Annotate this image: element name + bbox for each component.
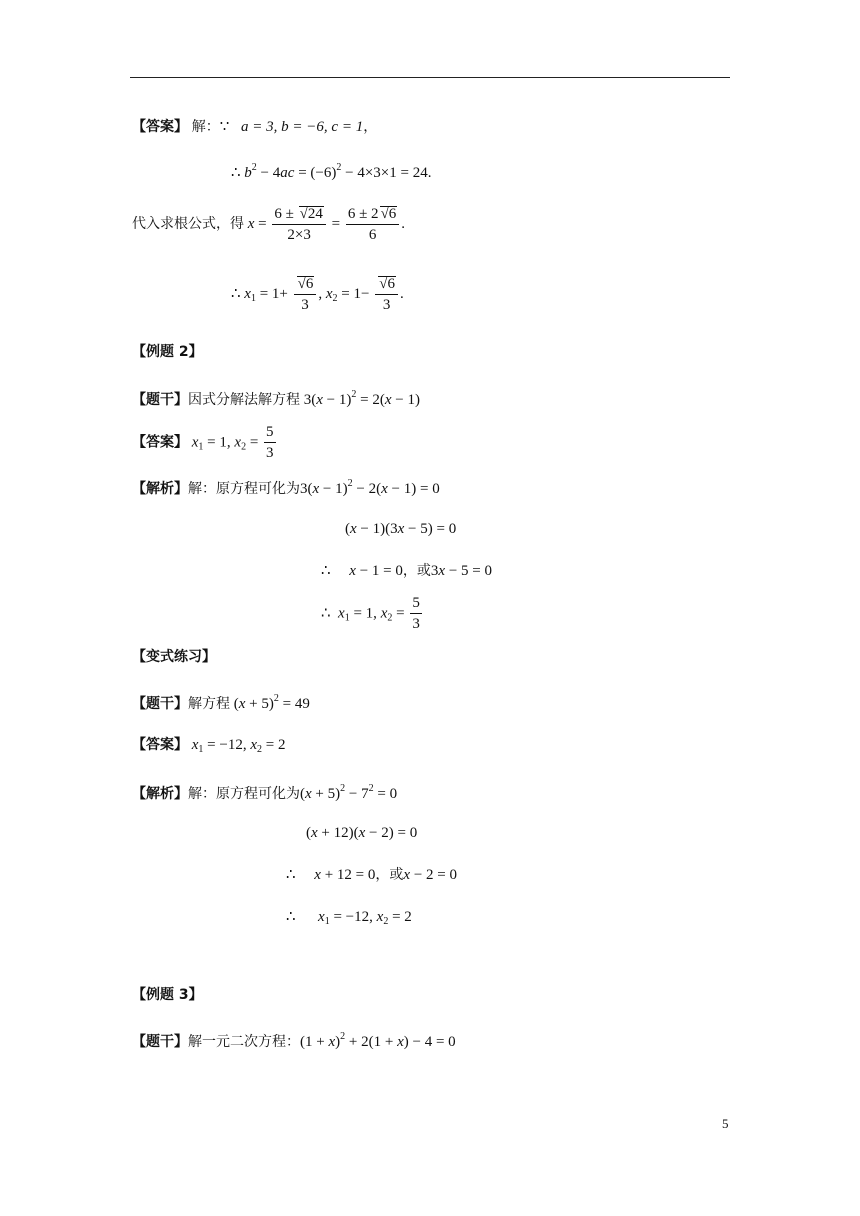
answer-tag: 【答案】 (132, 119, 188, 135)
variant-analysis: 【解析】解：原方程可化为$(x + 5)^2 - 7^2 = 0$ (132, 783, 398, 802)
page-number: 5 (722, 1116, 729, 1131)
example3-heading: 【例题 3】 (132, 987, 203, 1003)
ex2-step2: (x − 1)(3x − 5) = 0 (345, 521, 457, 537)
ex3-stem: 【题干】解一元二次方程：$(1 + x)^2 + 2(1 + x) - 4 = 0$ (132, 1031, 456, 1050)
ex1-discriminant: ∴ $b^2 - 4ac = (-6)^2 - 4\times 3\times 1 = 24$. (231, 162, 432, 181)
variant-stem: 【题干】解方程 $(x + 5)^2 = 49$ (132, 693, 310, 712)
variant-heading: 【变式练习】 (132, 649, 216, 665)
ex2-analysis: 【解析】解：原方程可化为$3(x - 1)^2 - 2(x - 1) = 0$ (132, 478, 440, 497)
jie-label: 解： (191, 119, 220, 135)
ex2-answer: 【答案】 $x_1 = 1$, $x_2$ = $\frac{5}{3}$ (132, 424, 274, 461)
ex2-step4: ∴ $x_1 = 1$, $x_2$ = $\frac{5}{3}$ (321, 595, 420, 632)
ex2-step3: ∴ x − 1 = 0，或3x − 5 = 0 (321, 563, 492, 579)
ex1-roots: ∴ $x_1 = 1+$ √ $\frac{6}{3}$ , $x_2 = 1-$ √ $\frac{6}{3}$ . (231, 276, 404, 313)
variant-answer: 【答案】 $x_1 = -12$, $x_2 = 2$ (132, 737, 286, 755)
ex1-formula: 代入求根公式，得 x = $\frac{6 \pm √ 24}{2\times 3}$ = $\frac{6 \pm 2√ 6}{6}$ . (132, 206, 405, 243)
ex1-answer-line: 【答案】 解：∵ a = 3, b = −6, c = 1， (132, 119, 378, 135)
because-symbol: ∵ (219, 119, 230, 135)
coefficients: a = 3, b = −6, c = 1 (241, 119, 364, 135)
variant-step2: (x + 12)(x − 2) = 0 (306, 825, 418, 841)
header-rule (130, 77, 730, 78)
substitute-text: 代入求根公式，得 (132, 215, 244, 232)
example2-heading: 【例题 2】 (132, 344, 203, 360)
variant-step4: ∴ $x_1 = -12$, $x_2 = 2$ (286, 909, 412, 927)
variant-step3: ∴ x + 12 = 0，或x − 2 = 0 (286, 867, 457, 883)
ex2-stem: 【题干】因式分解法解方程 $3(x - 1)^2 = 2(x - 1)$ (132, 389, 420, 408)
